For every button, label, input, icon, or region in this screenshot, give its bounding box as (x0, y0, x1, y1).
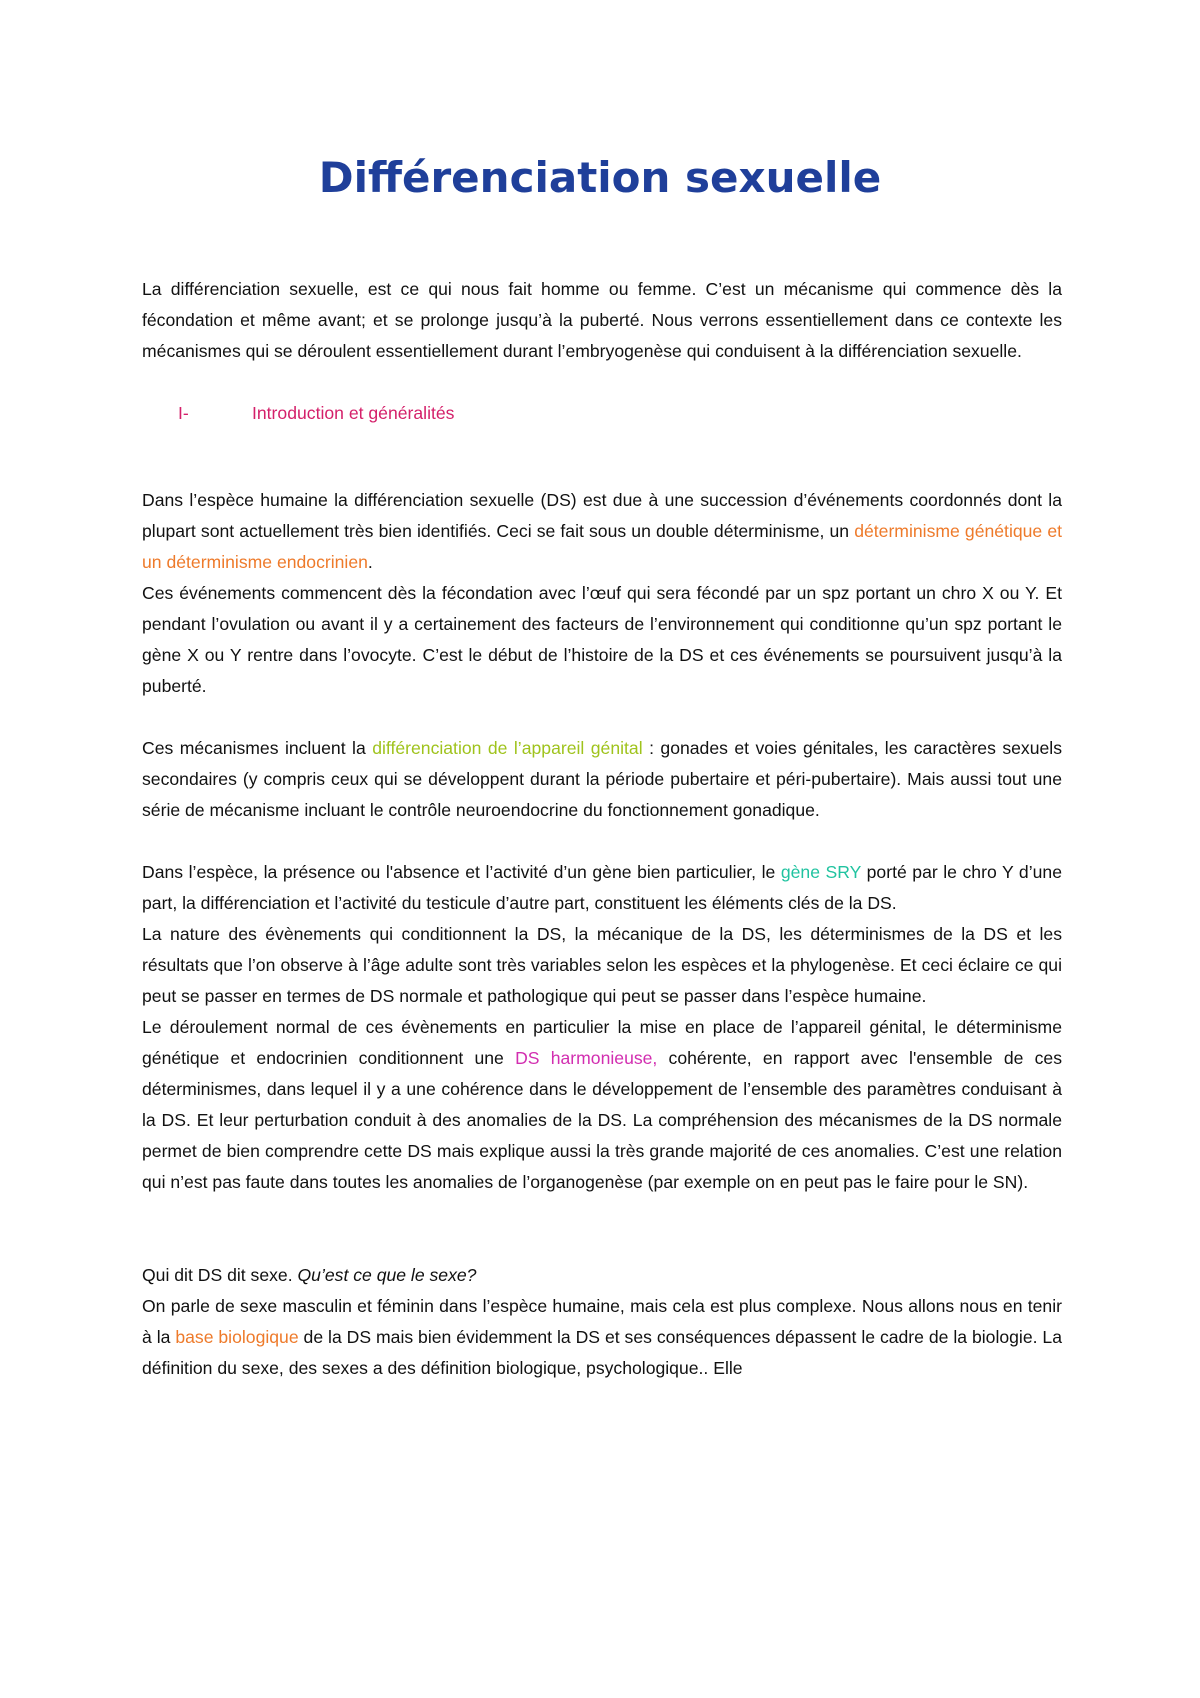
highlight-ds-harmonieuse: DS harmonieuse, (515, 1048, 658, 1068)
paragraph-text: Le déroulement normal de ces évènements en particulier la mise en place de l’appareil génital, le déterminisme génétique et endocrinien conditionnent une (142, 1017, 1062, 1068)
paragraph-nature: La nature des évènements qui conditionnent la DS, la mécanique de la DS, les déterminismes de la DS et les résultats que l’on observe à l’âge adulte sont très variables selon les espèces et la phylogenèse. Et ceci éclaire ce qui peut se passer en termes de DS normale et pathologique qui peut se passer dans l’espèce humaine. (142, 924, 1062, 1006)
paragraph-text: Dans l’espèce humaine la différenciation sexuelle (DS) est due à une succession d’événements coordonnés dont la plupart sont actuellement très bien identifiés. Ceci se fait sous un double déterminisme, un (142, 490, 1062, 541)
paragraph-sry (142, 857, 1062, 919)
paragraph-text: . (367, 552, 373, 572)
paragraph-text: de la DS mais bien évidemment la DS et ses conséquences dépassent le cadre de la biologie. La définition du sexe, des sexes a des définition biologique, psychologique.. Elle (142, 1327, 1062, 1378)
intro-paragraph: La différenciation sexuelle, est ce qui nous fait homme ou femme. C’est un mécanisme qui commence dès la fécondation et même avant; et se prolonge jusqu’à la puberté. Nous verrons essentiellement dans ce contexte les mécanismes qui se déroulent essentiellement durant l’embryogenèse qui conduisent à la différenciation sexuelle. (142, 279, 1062, 361)
paragraph-text: Dans l’espèce, la présence ou l'absence et l’activité d’un gène bien particulier, le (142, 862, 781, 882)
highlight-base-biologique: base biologique (175, 1327, 299, 1347)
section-heading (142, 398, 1062, 429)
section-title: Introduction et généralités (252, 403, 455, 423)
document-title: Différenciation sexuelle (318, 153, 882, 202)
paragraph-evenements: Ces événements commencent dès la fécondation avec l’œuf qui sera fécondé par un spz portant un chro X ou Y. Et pendant l’ovulation ou avant il y a certainement des facteurs de l’environnement qui conditionne qu’un spz portant le gène X ou Y rentre dans l’ovocyte. C’est le début de l’histoire de la DS et ces événements se poursuivent jusqu’à la puberté. (142, 583, 1062, 696)
paragraph-sexe (142, 1291, 1062, 1384)
paragraph-text: Qui dit DS dit sexe. (142, 1265, 298, 1285)
paragraph-text: cohérente, en rapport avec l'ensemble de ces déterminismes, dans lequel il y a une cohérence dans le développement de l’ensemble des paramètres conduisant à la DS. Et leur perturbation conduit à des anomalies de la DS. La compréhension des mécanismes de la DS normale permet de bien comprendre cette DS mais explique aussi la très grande majorité de ces anomalies. C’est une relation qui n’est pas faute dans toutes les anomalies de l’organogenèse (par exemple on en peut pas le faire pour le SN). (142, 1048, 1062, 1192)
paragraph-question (142, 1260, 1062, 1291)
paragraph-text: Ces mécanismes incluent la (142, 738, 373, 758)
paragraph-text: On parle de sexe masculin et féminin dans l’espèce humaine, mais cela est plus complexe. Nous allons nous en tenir à la (142, 1296, 1062, 1347)
paragraph-text: : gonades et voies génitales, les caractères sexuels secondaires (y compris ceux qui se développent durant la période pubertaire et péri-pubertaire). Mais aussi tout une série de mécanisme incluant le contrôle neuroendocrine du fonctionnement gonadique. (142, 738, 1062, 820)
paragraph-text: porté par le chro Y d’une part, la différenciation et l’activité du testicule d’autre part, constituent les éléments clés de la DS. (142, 862, 1062, 913)
section-number: I- (178, 403, 189, 423)
highlight-determinisme: déterminisme génétique et un déterminisme endocrinien (142, 521, 1062, 572)
highlight-appareil-genital: différenciation de l’appareil génital (372, 738, 643, 758)
paragraph-deroulement (142, 1012, 1062, 1198)
question-text: Qu’est ce que le sexe? (297, 1265, 477, 1285)
document-body (142, 274, 1062, 1384)
highlight-gene-sry: gène SRY (780, 862, 862, 882)
paragraph-determinisme (142, 485, 1062, 578)
paragraph-mecanismes (142, 733, 1062, 826)
